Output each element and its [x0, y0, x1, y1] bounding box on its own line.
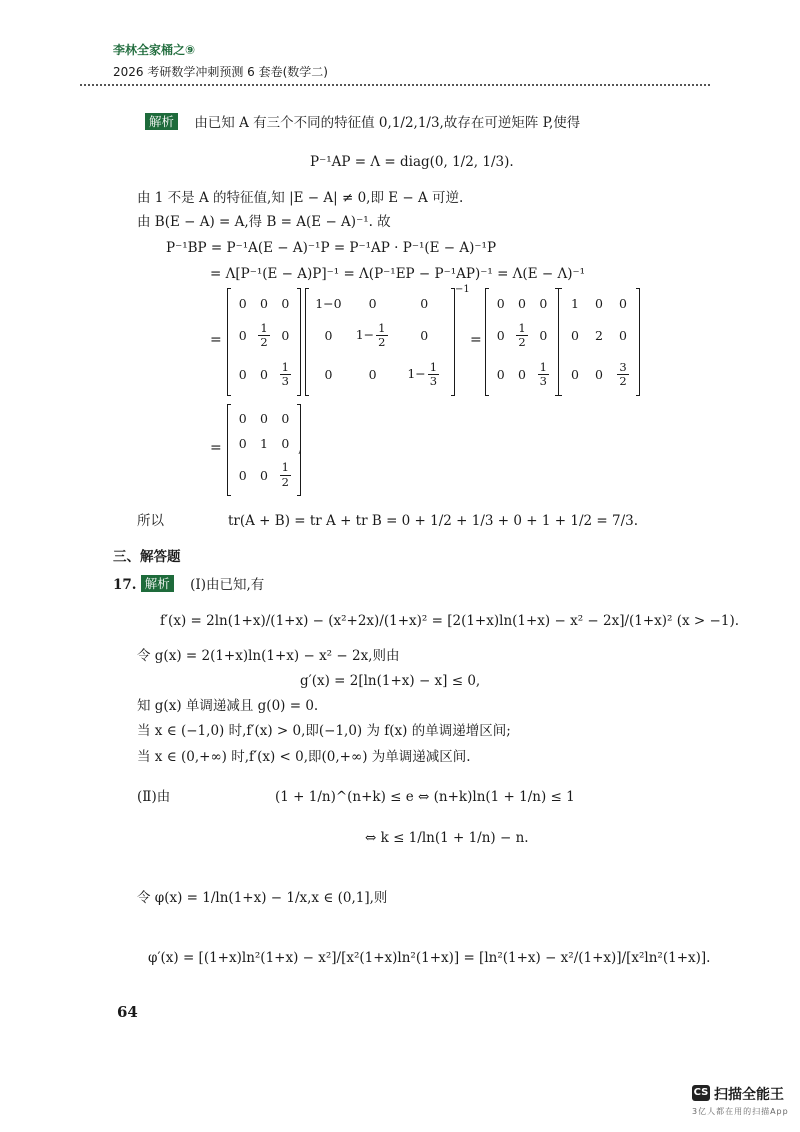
- q17-badge: 解析: [141, 575, 174, 592]
- solution-intro: 由已知 A 有三个不同的特征值 0,1/2,1/3,故存在可逆矩阵 P,使得: [194, 115, 581, 131]
- q17-monotone: 知 g(x) 单调递减且 g(0) = 0.: [137, 698, 319, 714]
- q17-inequality-2: ⇔ k ≤ 1/ln(1 + 1/n) − n.: [365, 830, 529, 846]
- solution-intro-line: [145, 113, 580, 131]
- q17-phi-def: 令 φ(x) = 1/ln(1+x) − 1/x,x ∈ (0,1],则: [137, 890, 388, 906]
- e-minus-lambda-matrix: 1−0 0 0 0 1− $\frac{1}{2}$ 0 0 0 1− $\frac{1}{3}$: [305, 288, 455, 396]
- equals-sign: =: [210, 332, 222, 348]
- q17-increasing: 当 x ∈ (−1,0) 时,f′(x) > 0,即(−1,0) 为 f(x) 的单调递增区间;: [137, 723, 511, 739]
- q17-gprime: g′(x) = 2[ln(1+x) − x] ≤ 0,: [300, 673, 481, 689]
- not-eigenvalue-line: 由 1 不是 A 的特征值,知 |E − A| ≠ 0,即 E − A 可逆.: [137, 190, 464, 206]
- inverse-result-matrix: 1 0 0 0 2 0 0 0 $\frac{3}{2}$: [558, 288, 640, 396]
- q17-decreasing: 当 x ∈ (0,+∞) 时,f′(x) < 0,即(0,+∞) 为单调递减区间.: [137, 749, 471, 765]
- q17-g-def: 令 g(x) = 2(1+x)ln(1+x) − x² − 2x,则由: [137, 648, 400, 664]
- header-series: 李林全家桶之⑨: [113, 43, 196, 57]
- equals-sign: =: [470, 332, 482, 348]
- header-divider: [80, 84, 710, 86]
- solution-badge: 解析: [145, 113, 178, 130]
- inverse-exponent: −1: [455, 284, 470, 295]
- header-title: 2026 考研数学冲刺预测 6 套卷(数学二): [113, 65, 328, 79]
- q17-phi-prime: φ′(x) = [(1+x)ln²(1+x) − x²]/[x²(1+x)ln²(1+x)] = [ln²(1+x) − x²/(1+x)]/[x²ln²(1+x)].: [148, 950, 711, 966]
- q17-fprime: f′(x) = 2ln(1+x)/(1+x) − (x²+2x)/(1+x)² = [2(1+x)ln(1+x) − x² − 2x]/(1+x)² (x > −1).: [160, 613, 739, 629]
- scanner-logo: CS: [692, 1085, 710, 1101]
- trace-equation: tr(A + B) = tr A + tr B = 0 + 1/2 + 1/3 + 0 + 1 + 1/2 = 7/3.: [228, 513, 638, 529]
- q17-part2: (Ⅱ)由: [137, 789, 171, 805]
- q17-number: 17.: [113, 577, 137, 593]
- lambda-matrix: 0 0 0 0 $\frac{1}{2}$ 0 0 0 $\frac{1}{3}$: [227, 288, 301, 396]
- equals-sign: =: [210, 440, 222, 456]
- q17-heading: [113, 575, 264, 593]
- lambda-matrix-copy: 0 0 0 0 $\frac{1}{2}$ 0 0 0 $\frac{1}{3}$: [485, 288, 559, 396]
- scanner-name: 扫描全能王: [714, 1087, 784, 1103]
- scanner-tagline: 3亿人都在用的扫描App: [692, 1107, 789, 1116]
- page-number: 64: [117, 1003, 138, 1021]
- so-label: 所以: [137, 513, 164, 529]
- b-expression-line: 由 B(E − A) = A,得 B = A(E − A)⁻¹. 故: [137, 214, 391, 230]
- similar-b-matrix: 0 0 0 0 1 0 0 0 $\frac{1}{2}$: [227, 404, 301, 496]
- section-title: 三、解答题: [113, 549, 181, 565]
- similarity-line-1: P⁻¹BP = P⁻¹A(E − A)⁻¹P = P⁻¹AP · P⁻¹(E − A)⁻¹P: [166, 240, 497, 256]
- q17-inequality-1: (1 + 1/n)^(n+k) ≤ e ⇔ (n+k)ln(1 + 1/n) ≤ 1: [275, 789, 575, 805]
- comma: ,: [298, 440, 303, 456]
- q17-part1: (Ⅰ)由已知,有: [190, 577, 265, 593]
- similarity-line-2: = Λ[P⁻¹(E − A)P]⁻¹ = Λ(P⁻¹EP − P⁻¹AP)⁻¹ = Λ(E − Λ)⁻¹: [210, 266, 585, 282]
- diag-equation: P⁻¹AP = Λ = diag(0, 1/2, 1/3).: [310, 154, 514, 170]
